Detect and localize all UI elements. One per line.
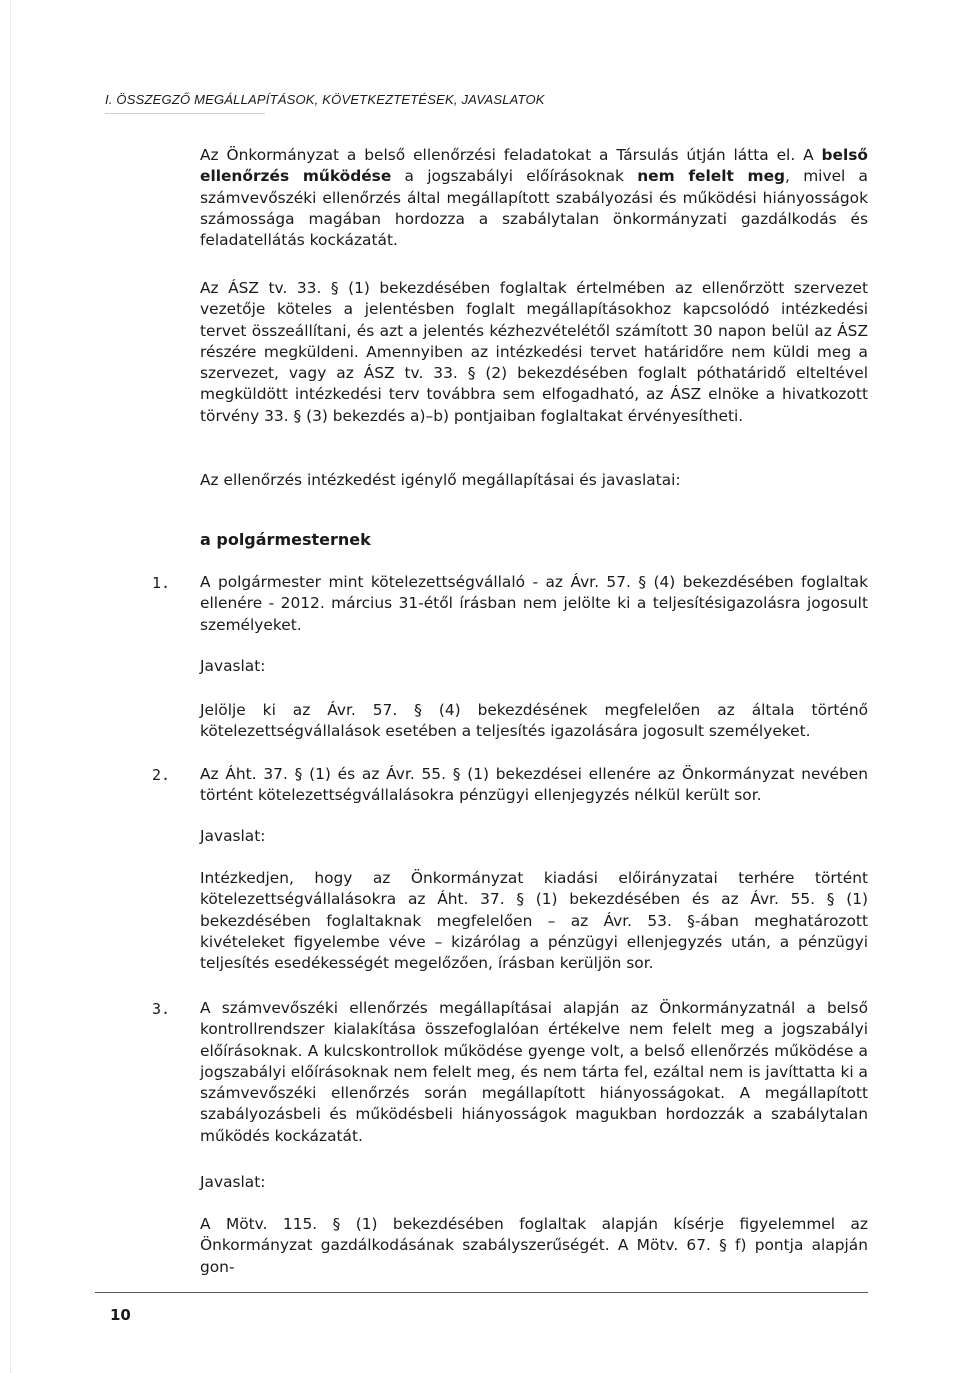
intro-paragraph-3: Az ellenőrzés intézkedést igénylő megállapításai és javaslatai:	[200, 471, 681, 489]
page-number: 10	[110, 1306, 131, 1324]
item-2-finding: Az Áht. 37. § (1) és az Ávr. 55. § (1) bekezdései ellenére az Önkormányzat nevében történt kötelezettségvállalásokra pénzügyi ellenjegyzés nélkül került sor.	[200, 765, 868, 805]
section-heading: a polgármesternek	[200, 530, 371, 549]
item-3-finding: A számvevőszéki ellenőrzés megállapításai alapján az Önkormányzatnál a belső kontrollrendszer kialakítása összefoglalóan értékelve nem felelt meg a jogszabályi előírásoknak. A kulcskontrollok működése gyenge volt, a belső ellenőrzés működése a jogszabályi előírásoknak nem felelt meg, és nem tárta fel, ezáltal nem is javíttatta ki a számvevőszéki ellenőrzés során megállapított hiányosságokat. A megállapított szabályozásbeli és működésbeli hiányosságok magukban hordozzák a szabálytalan működés kockázatát.	[200, 999, 868, 1145]
item-number-2: 2.	[152, 766, 171, 784]
item-1-finding: A polgármester mint kötelezettségvállaló - az Ávr. 57. § (4) bekezdésében foglaltak ellenére - 2012. március 31-étől írásban nem jelölte ki a teljesítésigazolásra jogosult személyeket.	[200, 573, 868, 634]
chapter-header: I. ÖSSZEGZŐ MEGÁLLAPÍTÁSOK, KÖVETKEZTETÉSEK, JAVASLATOK	[105, 92, 545, 107]
bold-phrase-not-compliant: nem felelt meg	[637, 167, 786, 186]
item-2-proposal-label: Javaslat:	[200, 827, 266, 845]
intro-paragraph-1: Az Önkormányzat a belső ellenőrzési feladatokat a Társulás útján látta el. A belső ellenőrzés működése a jogszabályi előírásoknak nem felelt meg, mivel a számvevőszéki ellenőrzés által megállapított szabályozási és működési hiányosságok számossága magában hordozza a szabálytalan önkormányzati gazdálkodás és feladatellátás kockázatát.	[200, 146, 868, 250]
item-3-proposal: A Mötv. 115. § (1) bekezdésében foglaltak alapján kísérje figyelemmel az Önkormányzat gazdálkodásának szabályszerűségét. A Mötv. 67. § f) pontja alapján gon-	[200, 1215, 868, 1276]
item-1-proposal-label: Javaslat:	[200, 657, 266, 675]
item-number-3: 3.	[152, 1000, 171, 1018]
header-rule	[105, 113, 265, 114]
intro-paragraph-2: Az ÁSZ tv. 33. § (1) bekezdésében foglaltak értelmében az ellenőrzött szervezet vezetője köteles a jelentésben foglalt megállapításokhoz kapcsolódó intézkedési tervet összeállítani, és azt a jelentés kézhezvételétől számított 30 napon belül az ÁSZ részére megküldeni. Amennyiben az intézkedési tervet határidőre nem küldi meg a szervezet, vagy az ÁSZ tv. 33. § (2) bekezdésében foglalt póthatáridő elteltével megküldött intézkedési terv továbbra sem elfogadható, az ÁSZ elnöke a hivatkozott törvény 33. § (3) bekezdés a)–b) pontjaiban foglaltakat érvényesítheti.	[200, 279, 868, 425]
scan-edge-line	[10, 0, 12, 1373]
bold-phrase-internal-audit: belső ellenőrzés működése	[200, 146, 868, 186]
item-number-1: 1.	[152, 574, 171, 592]
footer-rule	[95, 1292, 868, 1293]
item-2-proposal: Intézkedjen, hogy az Önkormányzat kiadási előirányzatai terhére történt kötelezettségvállalásokra az Áht. 37. § (1) bekezdésében és az Ávr. 55. § (1) bekezdésében foglaltaknak megfelelően – az Ávr. 53. §-ában meghatározott kivételeket figyelembe véve – kizárólag a pénzügyi ellenjegyzés után, a pénzügyi teljesítés esedékességét megelőzően, írásban kerüljön sor.	[200, 869, 868, 973]
item-3-proposal-label: Javaslat:	[200, 1173, 266, 1191]
item-1-proposal: Jelölje ki az Ávr. 57. § (4) bekezdésének megfelelően az általa történő kötelezettségvállalások esetében a teljesítés igazolására jogosult személyeket.	[200, 701, 868, 741]
